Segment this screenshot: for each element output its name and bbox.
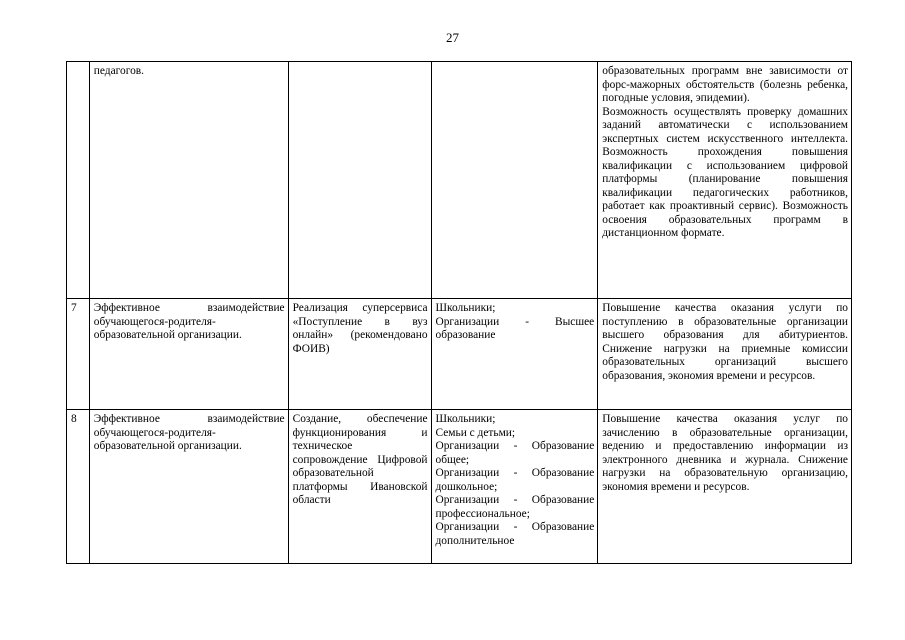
measure-name-cell: Эффективное взаимодействие обучающегося-родителя-образовательной организации. [89, 410, 288, 564]
result-paragraph: Повышение качества оказания услуг по зачислению в образовательные организации, ведению и предоставлению информации из электронного дневника и журнала. Снижение нагрузки на образовательную организацию, экономия времени и ресурсов. [602, 413, 848, 493]
row-number-cell: 7 [67, 299, 90, 410]
consumer-item: Организации - Образование дошкольное; [435, 467, 595, 493]
service-text: Создание, обеспечение функционирования и техническое сопровождение Цифровой образовательной платформы Ивановской области [292, 413, 428, 506]
consumer-item: Школьники; [435, 413, 496, 425]
service-cell [288, 62, 431, 299]
measure-name-cell: Эффективное взаимодействие обучающегося-родителя-образовательной организации. [89, 299, 288, 410]
consumers-cell [431, 410, 598, 564]
consumer-item: Организации - Образование общее; [435, 440, 595, 466]
consumer-item: Школьники; [435, 302, 496, 314]
row-number-cell: 8 [67, 410, 90, 564]
table-row [67, 299, 852, 410]
consumer-item: Семьи с детьми; [435, 426, 516, 439]
result-paragraph: Повышение качества оказания услуги по поступлению в образовательные организации высшего образования для абитуриентов. Снижение нагрузки на приемные комиссии образовательных организаций высшего образования, экономия времени и ресурсов. [602, 302, 848, 382]
service-cell [288, 410, 431, 564]
consumer-item: Организации - Высшее образование [435, 315, 595, 341]
result-cell [598, 299, 852, 410]
result-paragraph: Возможность осуществлять проверку домашних заданий автоматически с использованием экспертных систем искусственного интеллекта. Возможность прохождения повышения квалификации с использованием цифровой платформы (планирование повышения квалификации педагогических работников, работает как проактивный сервис). Возможность освоения образовательных программ в дистанционном формате. [602, 105, 848, 239]
consumer-item: Организации - Образование дополнительное [435, 521, 595, 547]
result-cell [598, 62, 852, 299]
consumers-cell [431, 62, 598, 299]
table-row [67, 62, 852, 299]
result-paragraph: образовательных программ вне зависимости от форс-мажорных обстоятельств (болезнь ребенка, погодные условия, эпидемии). [602, 65, 848, 104]
result-cell [598, 410, 852, 564]
measures-table [66, 61, 852, 564]
consumers-cell [431, 299, 598, 410]
measure-name-cell: педагогов. [89, 62, 288, 299]
row-number-cell [67, 62, 90, 299]
page-number: 27 [446, 30, 459, 45]
service-cell [288, 299, 431, 410]
consumer-item: Организации - Образование профессиональное; [435, 494, 595, 520]
table-row [67, 410, 852, 564]
service-text: Реализация суперсервиса «Поступление в вуз онлайн» (рекомендовано ФОИВ) [292, 302, 428, 355]
